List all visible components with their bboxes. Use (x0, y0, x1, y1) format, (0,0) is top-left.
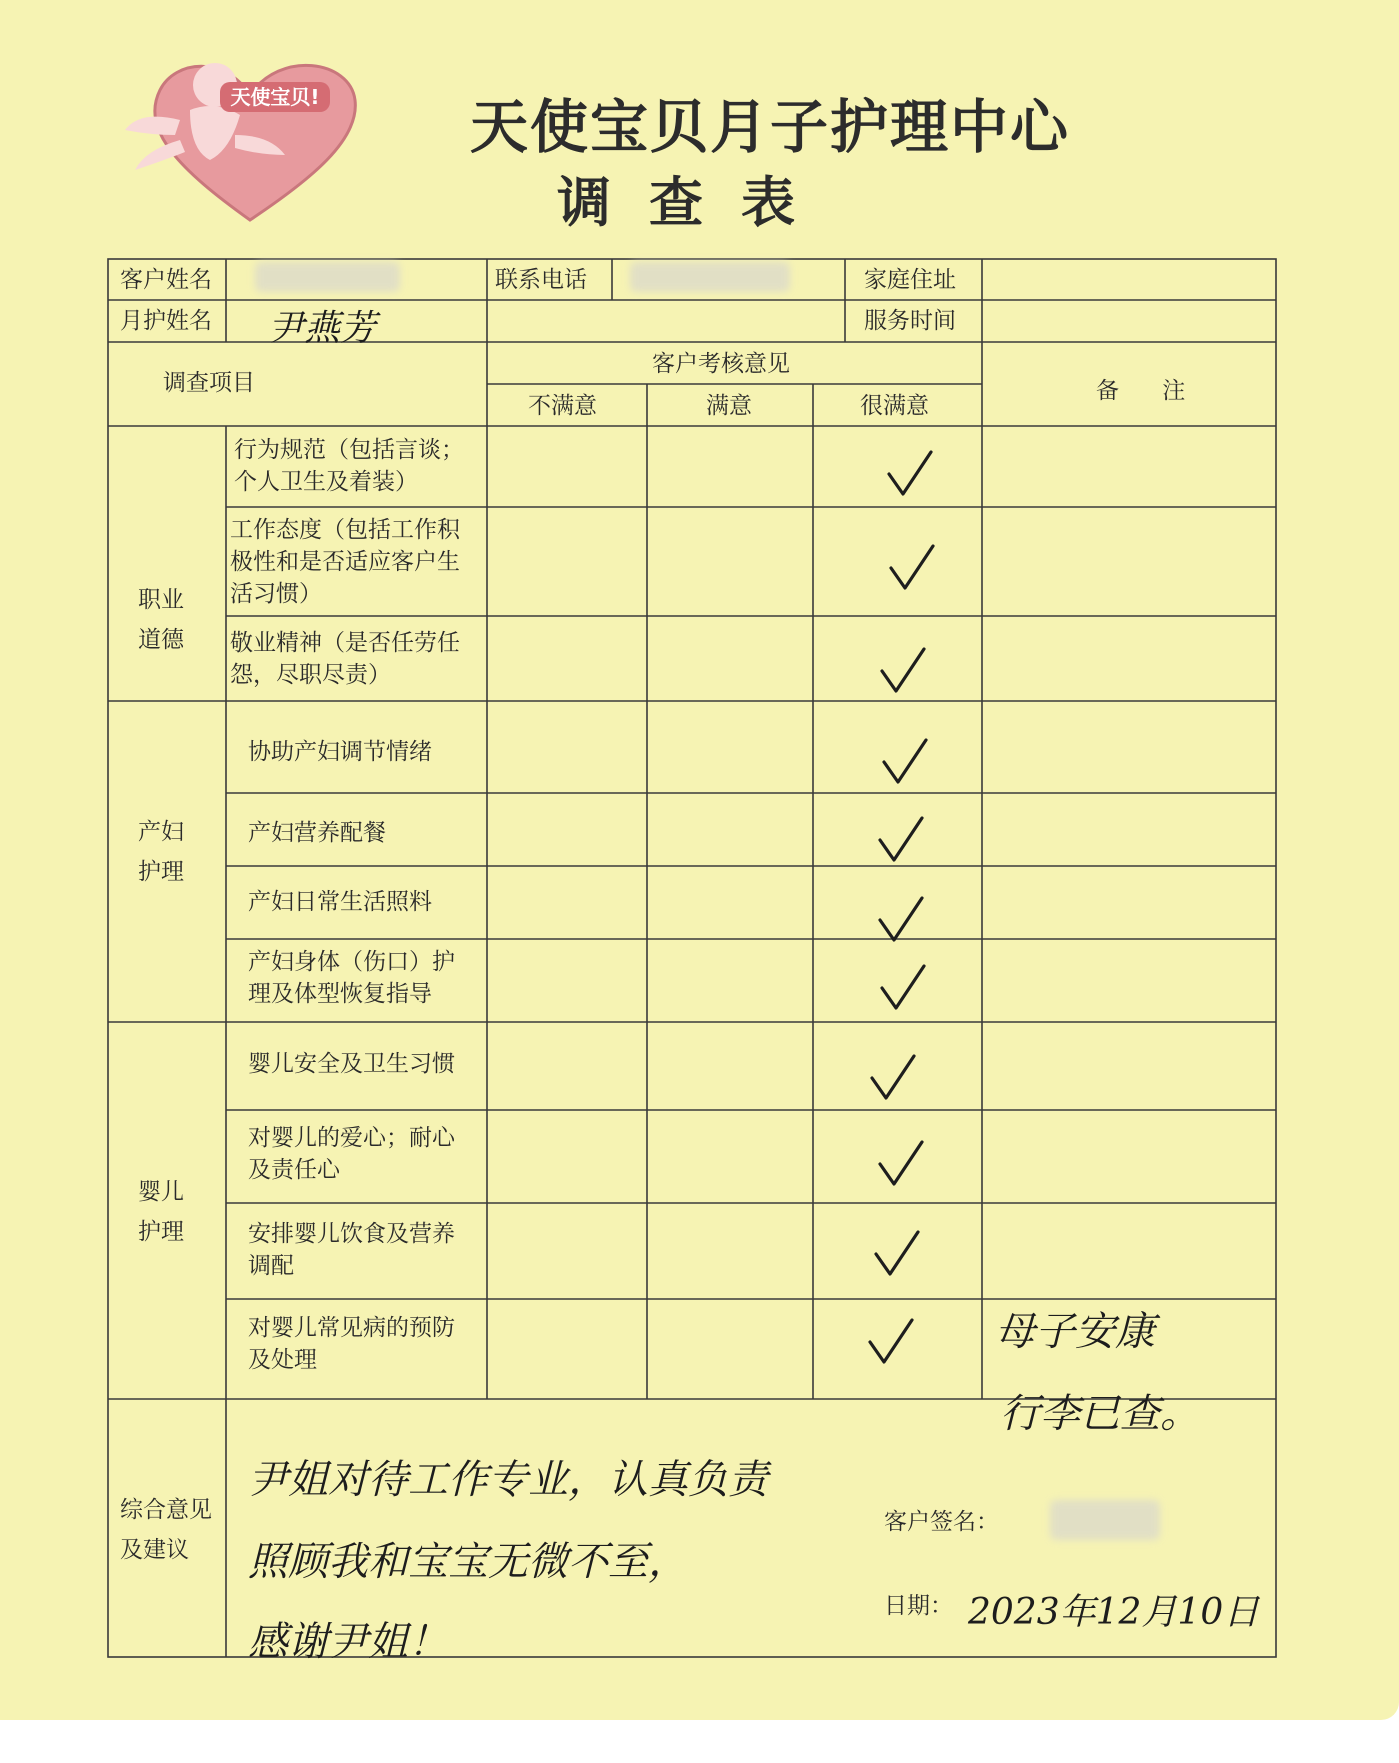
phone-redacted (630, 262, 790, 292)
item-emotion-support: 协助产妇调节情绪 (248, 739, 432, 765)
item-daily-care: 产妇日常生活照料 (248, 889, 432, 915)
check-mark-icon (885, 448, 935, 500)
signature-label: 客户签名： (884, 1509, 999, 1535)
phone-label: 联系电话 (495, 267, 587, 293)
category-professional-ethics: 职业道德 (138, 587, 184, 653)
check-mark-icon (876, 814, 926, 866)
check-mark-icon (868, 1052, 918, 1104)
item-nutrition-meals: 产妇营养配餐 (248, 820, 386, 846)
item-infant-disease: 对婴儿常见病的预防及处理 (248, 1315, 455, 1373)
category-mother-care: 产妇护理 (138, 819, 184, 885)
customer-name-redacted (255, 262, 400, 292)
summary-comment-line1: 尹姐对待工作专业，认真负责 (248, 1457, 768, 1503)
check-mark-icon (878, 645, 928, 697)
item-behavior-standard: 行为规范（包括言谈；个人卫生及着装） (234, 437, 464, 495)
address-label: 家庭住址 (864, 267, 956, 293)
nurse-name-value: 尹燕芳 (268, 308, 377, 349)
item-recovery-guidance: 产妇身体（伤口）护理及体型恢复指导 (248, 949, 455, 1007)
check-mark-icon (880, 736, 930, 788)
nurse-name-label: 月护姓名 (120, 308, 212, 334)
check-mark-icon (876, 894, 926, 946)
service-time-label: 服务时间 (864, 308, 956, 334)
item-infant-feeding: 安排婴儿饮食及营养调配 (248, 1221, 455, 1279)
remark-note-line1: 母子安康 (995, 1309, 1155, 1355)
date-label: 日期： (884, 1593, 953, 1619)
form-title: 调查表 (557, 170, 833, 234)
check-mark-icon (876, 1138, 926, 1190)
check-mark-icon (866, 1316, 916, 1368)
category-infant-care: 婴儿护理 (138, 1179, 184, 1245)
date-value: 2023年12月10日 (968, 1592, 1260, 1633)
center-title: 天使宝贝月子护理中心 (469, 93, 1070, 161)
satisfied-header: 满意 (706, 393, 752, 419)
signature-redacted (1050, 1500, 1160, 1540)
not-satisfied-header: 不满意 (528, 393, 597, 419)
very-satisfied-header: 很满意 (860, 393, 929, 419)
opinion-header: 客户考核意见 (652, 351, 790, 377)
item-infant-love: 对婴儿的爱心；耐心及责任心 (248, 1125, 455, 1183)
item-dedication: 敬业精神（是否任劳任怨，尽职尽责） (230, 630, 460, 688)
summary-label: 综合意见及建议 (120, 1497, 212, 1563)
summary-comment-line3: 感谢尹姐！ (248, 1619, 448, 1665)
customer-name-label: 客户姓名 (120, 267, 212, 293)
remark-note-line2: 行李已查。 (1000, 1391, 1200, 1437)
check-mark-icon (872, 1228, 922, 1280)
summary-comment-line2: 照顾我和宝宝无微不至， (248, 1539, 688, 1585)
check-mark-icon (878, 962, 928, 1014)
remarks-header: 备 注 (1096, 378, 1204, 404)
item-infant-safety: 婴儿安全及卫生习惯 (248, 1051, 455, 1077)
logo-text: 天使宝贝! (230, 85, 320, 109)
item-work-attitude: 工作态度（包括工作积极性和是否适应客户生活习惯） (230, 517, 460, 607)
survey-items-header: 调查项目 (163, 370, 255, 396)
check-mark-icon (887, 542, 937, 594)
